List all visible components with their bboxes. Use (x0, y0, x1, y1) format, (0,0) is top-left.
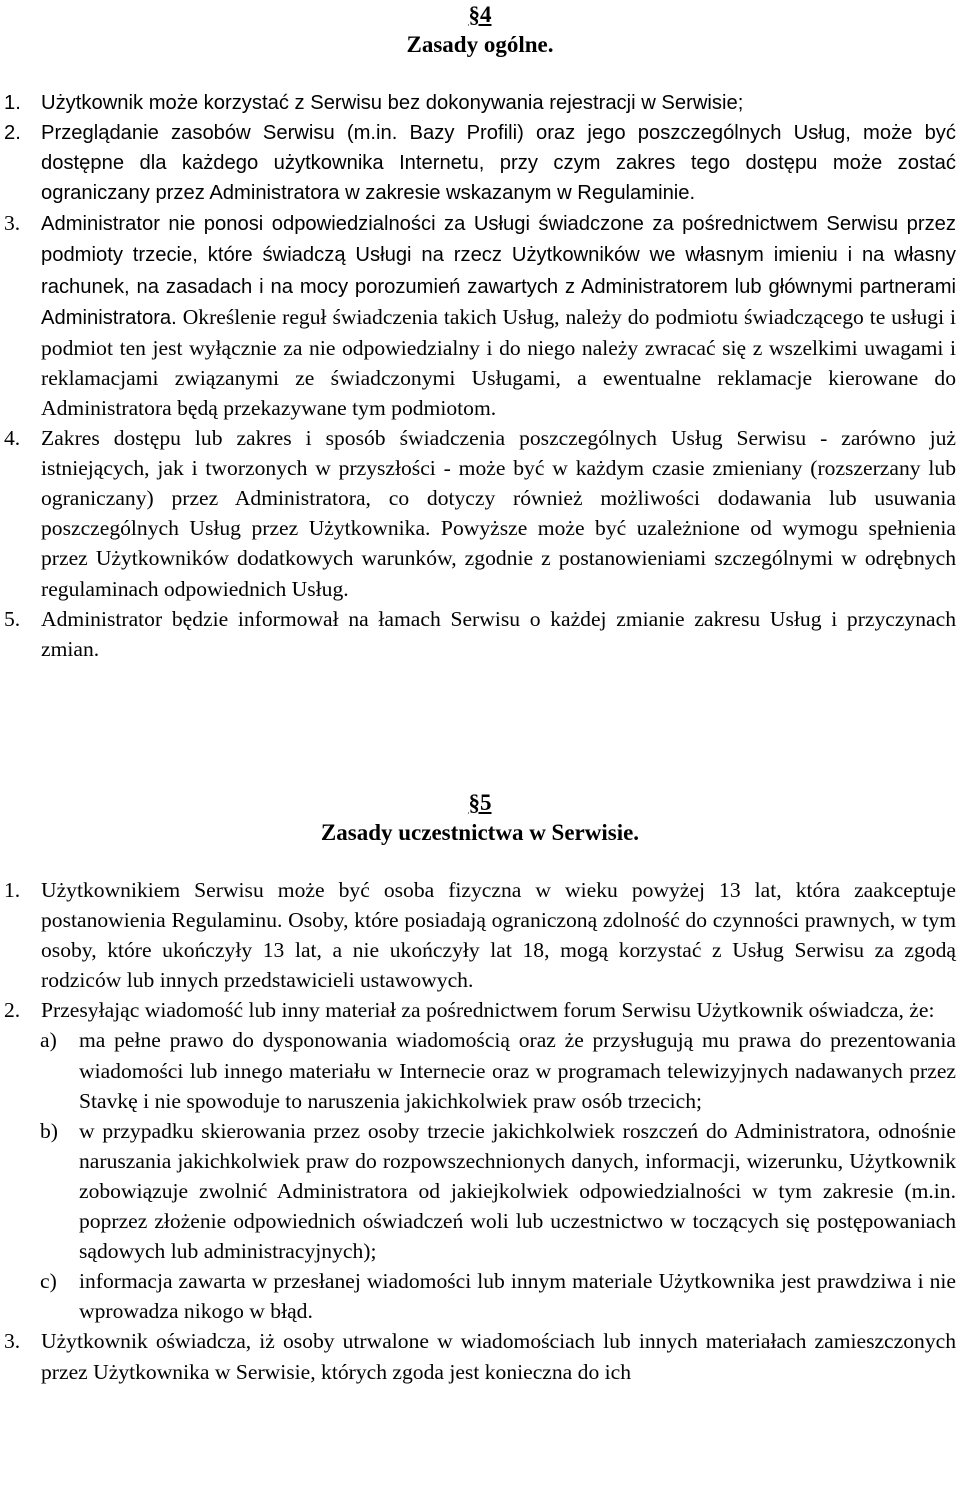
list-item (0, 995, 960, 1326)
item-text: Użytkownik oświadcza, iż osoby utrwalone w wiadomościach lub innych materiałach zamieszczonych przez Użytkownika w Serwisie, których zgoda jest konieczna do ich (41, 1329, 956, 1384)
sub-item-letter: c) (40, 1269, 57, 1294)
item-text: Administrator nie ponosi odpowiedzialności za Usługi świadczone za pośrednictwem Serwisu przez podmioty trzecie, które świadczą Usługi na rzecz Użytkowników we własnym imieniu i na własny rachunek, na zasadach i na mocy porozumień zawartych z Administratorem lub głównymi partnerami Administratora. (41, 213, 956, 329)
item-number: 5. (4, 606, 21, 631)
sub-item-text: informacja zawarta w przesłanej wiadomości lub innym materiale Użytkownika jest prawdziwa i nie wprowadza nikogo w błąd. (79, 1269, 956, 1324)
sub-item-text: w przypadku skierowania przez osoby trzecie jakichkolwiek roszczeń do Administratora, odnośnie naruszania jakichkolwiek praw do rozpowszechnionych danych, informacji, wizerunku, Użytkownik zobowiązuje zwolnić Administratora od jakiejkolwiek odpowiedzialności w tym zakresie (m.in. poprzez złożenie odpowiednich oświadczeń woli lub uczestnictwo w toczących się postępowaniach sądowych lub administracyjnych); (79, 1118, 956, 1264)
sub-item-text: ma pełne prawo do dysponowania wiadomością oraz że przysługują mu prawa do prezentowania wiadomości lub innego materiału w Internecie oraz w programach telewizyjnych nadawanych przez Stavkę i nie spowoduje to naruszenia jakichkolwiek praw osób trzecich; (79, 1028, 956, 1113)
item-text-continued: Określenie reguł świadczenia takich Usług, należy do podmiotu świadczącego te usługi i podmiot ten jest wyłącznie za nie odpowiedzialny i do niego należy zwracać się z wszelkimi uwagami i reklamacjami związanymi ze świadczonymi Usługami, a ewentualne reklamacje kierowane do Administratora będą przekazywane tym podmiotom. (41, 304, 956, 420)
section-5-list (0, 875, 960, 1387)
item-number: 3. (4, 211, 21, 236)
section-title: Zasady ogólne. (406, 32, 554, 57)
list-item (0, 118, 960, 208)
section-4-list (0, 88, 960, 664)
sub-list-item (0, 1266, 956, 1326)
list-item (0, 88, 960, 118)
item-text: Przesyłając wiadomość lub inny materiał za pośrednictwem forum Serwisu Użytkownik oświadcza, że: (41, 998, 935, 1023)
list-item (0, 423, 960, 604)
sub-item-letter: b) (40, 1118, 58, 1143)
item-number: 2. (4, 122, 21, 145)
section-number: §5 (468, 790, 492, 815)
item-number: 1. (4, 92, 21, 114)
item-text: Zakres dostępu lub zakres i sposób świadczenia poszczególnych Usług Serwisu - zarówno już istniejących, jak i tworzonych w przyszłości - może być w każdym czasie zmieniany (rozszerzany lub ograniczany) przez Administratora, co dotyczy również możliwości dodawania lub usuwania poszczególnych Usług przez Użytkownika. Powyższe może być uzależnione od wymogu spełnienia przez Użytkowników dodatkowych warunków, zgodnie z postanowieniami szczególnymi w odrębnych regulaminach odpowiednich Usług. (41, 426, 956, 601)
item-text: Użytkownik może korzystać z Serwisu bez dokonywania rejestracji w Serwisie; (41, 92, 744, 114)
item-number: 3. (4, 1329, 21, 1354)
section-5-heading (0, 788, 960, 848)
section-4-heading (0, 0, 960, 60)
item-text: Administrator będzie informował na łamach Serwisu o każdej zmianie zakresu Usług i przyczynach zmian. (41, 606, 956, 661)
section-title: Zasady uczestnictwa w Serwisie. (320, 820, 640, 845)
item-number: 1. (4, 878, 21, 902)
list-item (0, 604, 960, 664)
section-number: §4 (468, 2, 492, 27)
sub-list (0, 1025, 956, 1326)
item-text: Przeglądanie zasobów Serwisu (m.in. Bazy Profili) oraz jego poszczególnych Usług, może być dostępne dla każdego użytkownika Internetu, przy czym zakres tego dostępu może zostać ograniczany przez Administratora w zakresie wskazanym w Regulaminie. (41, 122, 956, 205)
item-number: 4. (4, 426, 21, 451)
sub-list-item (0, 1116, 956, 1266)
sub-item-letter: a) (40, 1028, 57, 1053)
list-item (0, 875, 960, 995)
item-number: 2. (4, 998, 21, 1023)
list-item (0, 1326, 960, 1386)
sub-list-item (0, 1025, 956, 1115)
item-text: Użytkownikiem Serwisu może być osoba fizyczna w wieku powyżej 13 lat, która zaakceptuje postanowienia Regulaminu. Osoby, które posiadają ograniczoną zdolność do czynności prawnych, w tym osoby, które ukończyły 13 lat, a nie ukończyły lat 18, mogą korzystać z Usług Serwisu za zgodą rodziców lub innych przedstawicieli ustawowych. (41, 878, 956, 993)
list-item (0, 208, 960, 423)
